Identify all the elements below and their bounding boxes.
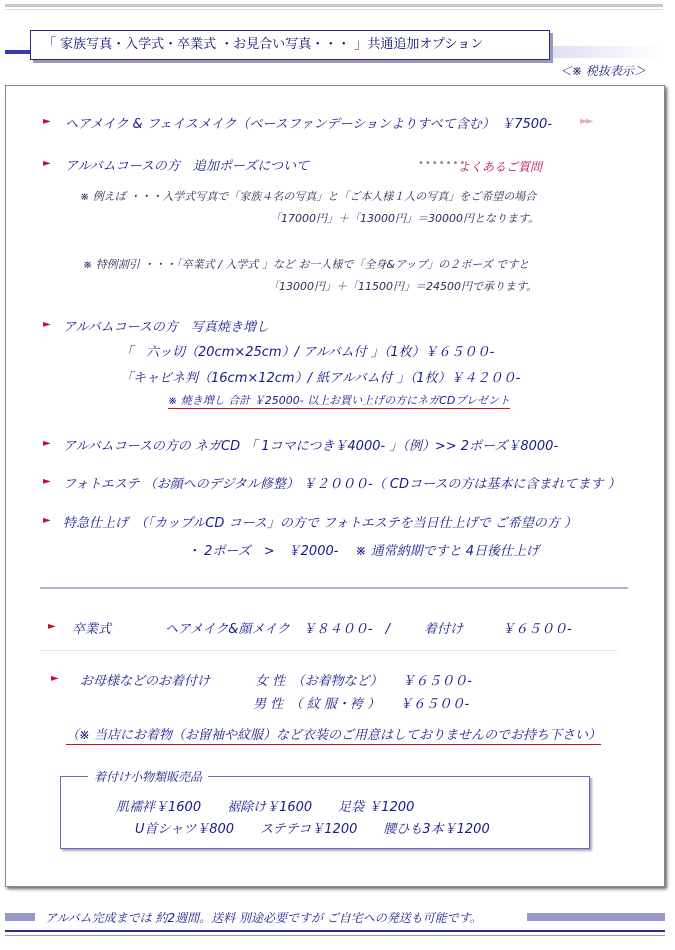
hair-makeup-item: ヘアメイク & フェイスメイク（ベースファンデーションよりすべて含む） ￥7500- bbox=[65, 117, 552, 132]
album-pose-heading: アルバムコースの方 追加ポーズについて bbox=[65, 159, 310, 174]
graduation-dressing: 着付け ￥６５００- bbox=[424, 622, 572, 637]
footer-divider-thin bbox=[5, 935, 665, 936]
bullet-icon: ► bbox=[43, 319, 51, 330]
express-price: ・ 2ポーズ > ￥2000- ※ 通常納期ですと 4日後仕上げ bbox=[187, 544, 539, 559]
reprint-6giri: 「 六ッ切（20cm×25cm）/ アルバム付 」（1枚）￥６５００- bbox=[120, 345, 495, 360]
mother-female-price: 女 性 （お着物など） ￥６５００- bbox=[255, 674, 472, 689]
section-divider bbox=[40, 587, 628, 589]
footer-divider bbox=[5, 930, 665, 932]
express-heading: 特急仕上げ （「カップルCD コース」の方で フォトエステを当日仕上げで ご希望の方 ） bbox=[63, 516, 577, 531]
photo-este-item: フォトエステ （お顔へのデジタル修整） ￥２０００-（ CDコースの方は基本に含まれてます ） bbox=[63, 477, 621, 492]
goods-row1: 肌襦袢￥1600 裾除け￥1600 足袋 ￥1200 bbox=[116, 800, 415, 815]
bullet-icon: ► bbox=[51, 673, 59, 684]
discount-note-line1: ※ 特例割引 ・・・「卒業式 / 入学式 」など お一人様で「全身&アップ」の２ポーズ ですと bbox=[83, 258, 530, 271]
top-divider bbox=[5, 4, 663, 7]
example-note-line1: ※ 例えば ・・・入学式写真で「家族４名の写真」と「ご本人様１人の写真」をご希望の場合 bbox=[80, 190, 537, 203]
bullet-icon: ► bbox=[43, 158, 51, 169]
reprint-heading: アルバムコースの方 写真焼き増し bbox=[63, 320, 269, 335]
discount-note-line2: 「13000円」＋「11500円」＝24500円で承ります。 bbox=[268, 280, 538, 293]
top-divider-thin bbox=[5, 9, 663, 10]
bullet-icon: ► bbox=[43, 515, 51, 526]
reprint-present: ※ 焼き増し 合計 ￥25000- 以上お買い上げの方にネガCDプレゼント bbox=[168, 394, 510, 407]
bullet-icon: ► bbox=[43, 476, 51, 487]
dots-decoration: ••••••• bbox=[418, 158, 467, 169]
page-title: 「 家族写真・入学式・卒業式 ・お見合い写真・・・ 」共通追加オプション bbox=[30, 30, 550, 60]
mother-dressing-label: お母様などのお着付け bbox=[80, 674, 211, 689]
footer-band-left bbox=[5, 913, 35, 921]
bullet-icon: ► bbox=[43, 116, 51, 127]
tax-note: ＜※ 税抜表示＞ bbox=[560, 64, 646, 78]
negacd-item: アルバムコースの方の ネガCD 「 1コマにつき￥4000- 」（例）>> 2ポーズ￥8000- bbox=[63, 439, 559, 454]
kimono-notice: （※ 当店にお着物（お留袖や紋服）など衣装のご用意はしておりませんのでお持ち下さい） bbox=[66, 728, 602, 743]
footer-note: アルバム完成までは 約2週間。送料 別途必要ですが ご自宅への発送も可能です。 bbox=[45, 911, 482, 925]
section-divider-thin bbox=[40, 650, 618, 651]
bullet-icon: ► bbox=[43, 438, 51, 449]
goods-title: 着付け小物類販売品 bbox=[88, 768, 208, 785]
graduation-makeup: ヘアメイク&顔メイク ￥８４００- / bbox=[165, 622, 390, 637]
graduation-label: 卒業式 bbox=[72, 622, 112, 637]
footer-band-right bbox=[527, 913, 665, 921]
goods-row2: U首シャツ￥800 ステテコ￥1200 腰ひも3本￥1200 bbox=[135, 822, 490, 837]
bullet-icon: ► bbox=[48, 621, 56, 632]
example-note-line2: 「17000円」＋「13000円」＝30000円となります。 bbox=[270, 212, 540, 225]
mother-male-price: 男 性 （ 紋 服・袴 ） ￥６５００- bbox=[253, 697, 470, 712]
arrow-decoration-icon: ►► bbox=[580, 116, 592, 127]
reprint-cabinet: 「キャビネ判（16cm×12cm）/ 紙アルバム付 」（1枚）￥４２００- bbox=[120, 371, 521, 386]
faq-link[interactable]: よくあるご質問 bbox=[458, 160, 543, 174]
